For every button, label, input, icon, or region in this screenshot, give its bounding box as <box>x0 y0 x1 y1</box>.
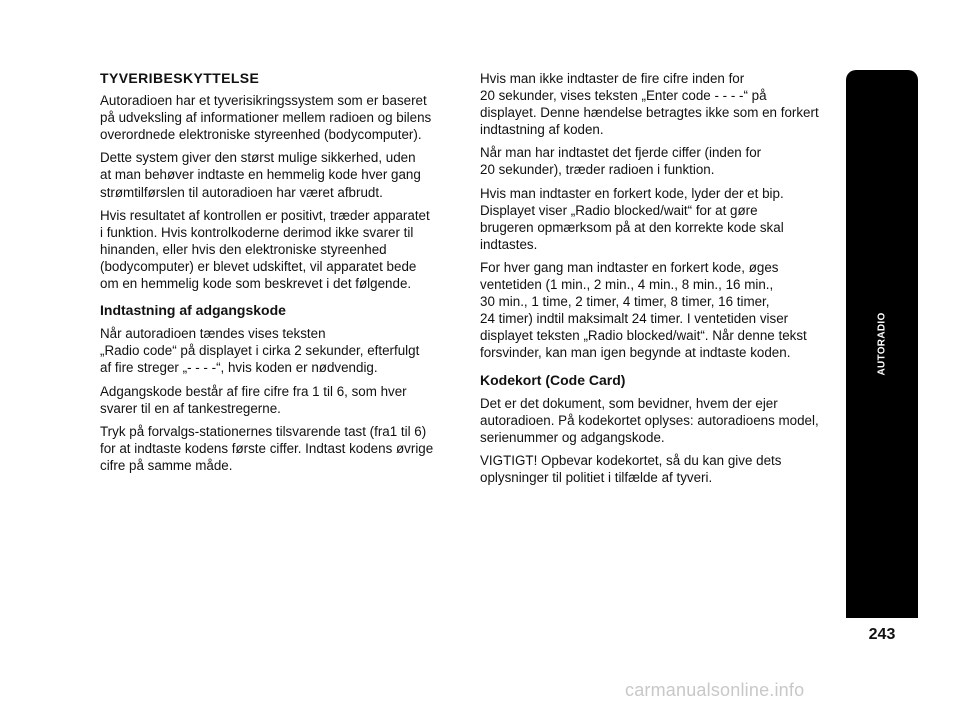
section-heading-theft-protection: TYVERIBESKYTTELSE <box>100 70 260 86</box>
paragraph: Adgangskode består af fire cifre fra 1 til 6, som hver svarer til en af tankestregerne. <box>100 383 407 416</box>
paragraph: Dette system giver den størst mulige sikkerhed, uden at man behøver indtaste en hemmelig kode hver gang strømtilførslen til autoradioen har været afbrudt. <box>100 150 421 200</box>
page-number: 243 <box>868 626 896 643</box>
right-column <box>480 70 845 492</box>
paragraph: Hvis man indtaster en forkert kode, lyder der et bip. Displayet viser „Radio blocked/wait“ for at gøre brugeren opmærksom på at den korrekte kode skal indtastes. <box>480 185 784 252</box>
paragraph: VIGTIGT! Opbevar kodekortet, så du kan give dets oplysninger til politiet i tilfælde af tyveri. <box>480 452 782 485</box>
paragraph: For hver gang man indtaster en forkert kode, øges ventetiden (1 min., 2 min., 4 min., 8 min., 16 min., 30 min., 1 time, 2 timer, 4 timer, 8 timer, 16 timer, 24 timer) indtil maksimalt 24 timer. I ventetiden viser displayet teksten „Radio blocked/wait“. Når denne tekst forsvinder, kan man igen begynde at indtaste koden. <box>480 259 807 361</box>
paragraph: Når autoradioen tændes vises teksten „Radio code“ på displayet i cirka 2 sekunder, efterfulgt af fire streger „- - - -“, hvis koden er nødvendig. <box>100 326 420 376</box>
subheading-code-card: Kodekort (Code Card) <box>480 371 626 388</box>
chapter-side-tab <box>846 70 918 618</box>
paragraph: Hvis resultatet af kontrollen er positivt, træder apparatet i funktion. Hvis kontrolkoderne derimod ikke svarer til hinanden, eller hvis den elektroniske styreenhed (bodycomputer) er blevet udskiftet, vil apparatet bede om en hemmelig kode som beskrevet i det følgende. <box>100 207 430 292</box>
left-column <box>100 70 465 480</box>
paragraph: Autoradioen har et tyverisikringssystem som er baseret på udveksling af informationer mellem radioen og bilens overordnede elektroniske styreenhed (bodycomputer). <box>100 93 432 143</box>
subheading-code-entry: Indtastning af adgangskode <box>100 302 286 319</box>
watermark: carmanualsonline.info <box>625 680 805 700</box>
paragraph: Hvis man ikke indtaster de fire cifre inden for 20 sekunder, vises teksten „Enter code - - - -“ på displayet. Denne hændelse betragtes ikke som en forkert indtastning af koden. <box>480 71 819 138</box>
paragraph: Tryk på forvalgs-stationernes tilsvarende tast (fra1 til 6) for at indtaste kodens første ciffer. Indtast kodens øvrige cifre på samme måde. <box>100 423 434 473</box>
paragraph: Det er det dokument, som bevidner, hvem der ejer autoradioen. På kodekortet oplyses: autoradioens model, serienummer og adgangskode. <box>480 395 819 445</box>
chapter-tab-label: AUTORADIO <box>876 312 888 376</box>
paragraph: Når man har indtastet det fjerde ciffer (inden for 20 sekunder), træder radioen i funktion. <box>480 145 762 178</box>
